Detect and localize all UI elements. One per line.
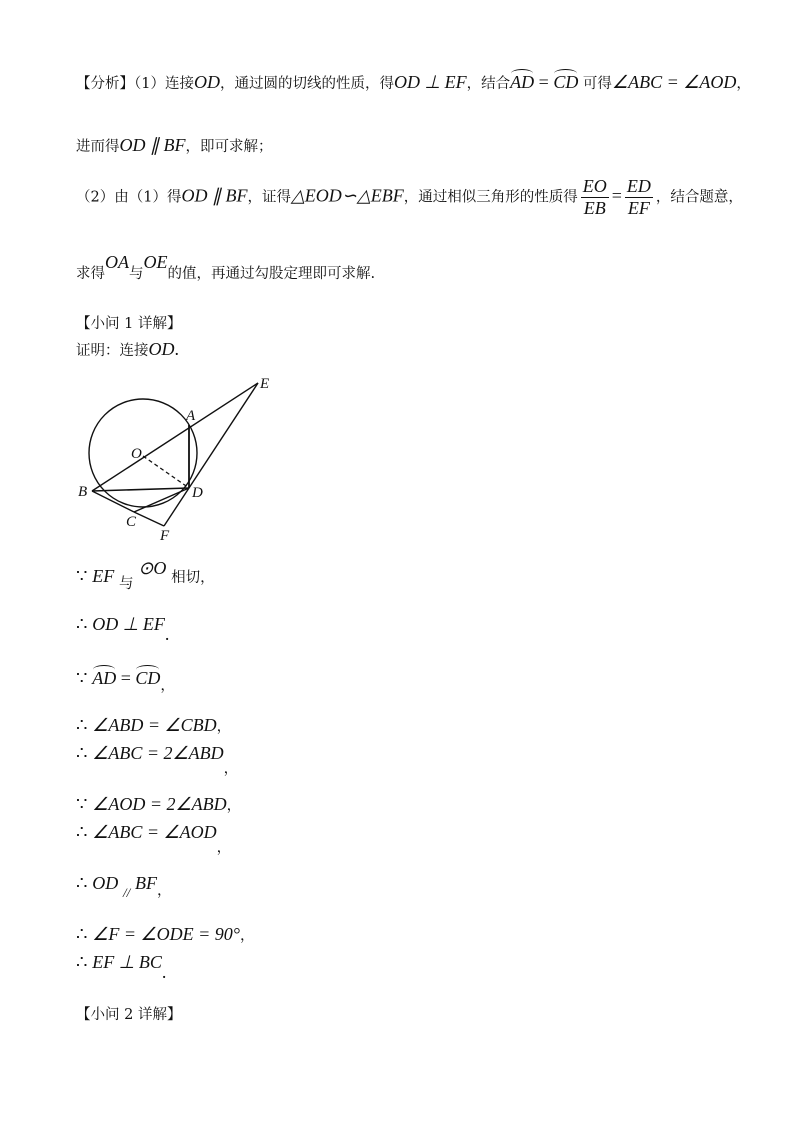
geometry-figure bbox=[76, 372, 296, 542]
math-perp: OD ⊥ EF bbox=[393, 72, 467, 92]
analysis-tag: 【分析】 bbox=[76, 76, 134, 92]
because-symbol: ∵ bbox=[76, 566, 88, 586]
therefore-symbol: ∴ bbox=[76, 952, 88, 972]
text: ，通过相似三角形的性质得 bbox=[403, 189, 578, 206]
proof-step-5 bbox=[76, 743, 239, 777]
text: ，结合 bbox=[466, 76, 511, 92]
segment-bc bbox=[92, 491, 134, 512]
therefore-symbol: ∴ bbox=[76, 715, 88, 735]
segment-be bbox=[92, 383, 258, 491]
text: ， bbox=[226, 798, 242, 814]
text: ， bbox=[736, 76, 751, 92]
analysis-line-4 bbox=[76, 252, 376, 283]
math-parallel: OD ∥ BF bbox=[181, 185, 248, 206]
proof-step-10 bbox=[76, 952, 167, 982]
therefore-symbol: ∴ bbox=[76, 743, 88, 763]
segment-cf bbox=[134, 512, 164, 526]
label-a: A bbox=[186, 408, 196, 424]
proof-step-3 bbox=[76, 668, 175, 694]
text: ，即可求解； bbox=[185, 139, 273, 155]
denominator: EF bbox=[627, 198, 650, 218]
analysis-line-1 bbox=[76, 72, 751, 93]
equals: = bbox=[534, 72, 554, 92]
math-oa: OA bbox=[105, 252, 129, 272]
math: EF bbox=[92, 566, 115, 586]
therefore-symbol: ∴ bbox=[76, 924, 88, 944]
math: ∠F = ∠ODE = 90° bbox=[92, 924, 240, 944]
equals: = bbox=[611, 185, 622, 206]
because-symbol: ∵ bbox=[76, 794, 88, 814]
parallel-symbol: // bbox=[123, 885, 131, 900]
math-similar: △EOD∽△EBF bbox=[290, 185, 404, 206]
q1-heading: 【小问 1 详解】 bbox=[76, 316, 182, 332]
arc-ad: AD bbox=[510, 72, 535, 92]
arc-cd: CD bbox=[135, 668, 161, 688]
label-c: C bbox=[126, 514, 137, 530]
proof-step-6 bbox=[76, 794, 241, 815]
therefore-symbol: ∴ bbox=[76, 822, 88, 842]
math: ⊙O bbox=[138, 558, 167, 578]
denominator: EB bbox=[583, 198, 606, 218]
label-e: E bbox=[260, 376, 270, 392]
proof-step-7 bbox=[76, 822, 232, 856]
fraction-eo-eb bbox=[581, 176, 609, 219]
math: BF bbox=[135, 873, 158, 893]
math: ∠ABC = 2∠ABD bbox=[92, 743, 224, 763]
fraction-ed-ef bbox=[625, 176, 653, 219]
label-o: O bbox=[131, 446, 142, 462]
math-oe: OE bbox=[143, 252, 168, 272]
label-f: F bbox=[160, 528, 170, 542]
text: ， bbox=[160, 678, 175, 694]
text: 与 bbox=[129, 266, 144, 282]
equals: = bbox=[116, 668, 136, 688]
text: 相切， bbox=[171, 570, 215, 586]
text: 可得 bbox=[578, 76, 612, 92]
segment-bd bbox=[92, 488, 189, 491]
text: . bbox=[161, 962, 167, 982]
text: ， bbox=[157, 883, 172, 899]
proof-step-8 bbox=[76, 873, 172, 900]
therefore-symbol: ∴ bbox=[76, 614, 88, 634]
math-od: OD bbox=[193, 72, 220, 92]
text: 与 bbox=[119, 576, 134, 592]
because-symbol: ∵ bbox=[76, 668, 88, 688]
analysis-line-2 bbox=[76, 135, 273, 156]
text: ， bbox=[216, 840, 232, 856]
text: （2）由（1）得 bbox=[76, 189, 182, 206]
segment-od-dashed bbox=[143, 456, 189, 488]
text: . bbox=[174, 339, 179, 359]
math: ∠AOD = 2∠ABD bbox=[92, 794, 227, 814]
analysis-line-3 bbox=[76, 176, 743, 219]
text: ， bbox=[240, 928, 255, 944]
label-b: B bbox=[78, 484, 88, 500]
math: OD bbox=[92, 873, 119, 893]
proof-step-4 bbox=[76, 715, 231, 736]
proof-step-1 bbox=[76, 558, 215, 592]
math-od: OD bbox=[148, 339, 175, 359]
arc-cd: CD bbox=[553, 72, 579, 92]
text: ，证得 bbox=[247, 189, 291, 206]
math: OD ⊥ EF bbox=[92, 614, 165, 634]
proof-step-9 bbox=[76, 924, 255, 945]
text: 求得 bbox=[76, 266, 105, 282]
text: （1）连接 bbox=[134, 76, 194, 92]
text: ，通过圆的切线的性质，得 bbox=[219, 76, 394, 92]
label-d: D bbox=[192, 485, 203, 501]
math: ∠ABC = ∠AOD bbox=[92, 822, 217, 842]
text: 证明：连接 bbox=[76, 343, 149, 359]
text: 进而得 bbox=[76, 139, 120, 155]
math: EF ⊥ BC bbox=[92, 952, 162, 972]
math-angle: ∠ABC = ∠AOD bbox=[611, 72, 737, 92]
math-parallel: OD ∥ BF bbox=[119, 135, 186, 155]
therefore-symbol: ∴ bbox=[76, 873, 88, 893]
segment-ef bbox=[164, 383, 258, 526]
numerator: ED bbox=[626, 176, 651, 196]
text: . bbox=[164, 624, 170, 644]
text: ，结合题意， bbox=[655, 189, 743, 206]
arc-ad: AD bbox=[92, 668, 117, 688]
text: ， bbox=[216, 719, 232, 735]
q2-heading: 【小问 2 详解】 bbox=[76, 1007, 182, 1023]
math: ∠ABD = ∠CBD bbox=[92, 715, 217, 735]
proof-step-2 bbox=[76, 614, 170, 644]
text: ， bbox=[223, 761, 239, 777]
text: 的值，再通过勾股定理即可求解. bbox=[167, 266, 376, 282]
proof-start-line bbox=[76, 339, 179, 360]
numerator: EO bbox=[582, 176, 607, 196]
